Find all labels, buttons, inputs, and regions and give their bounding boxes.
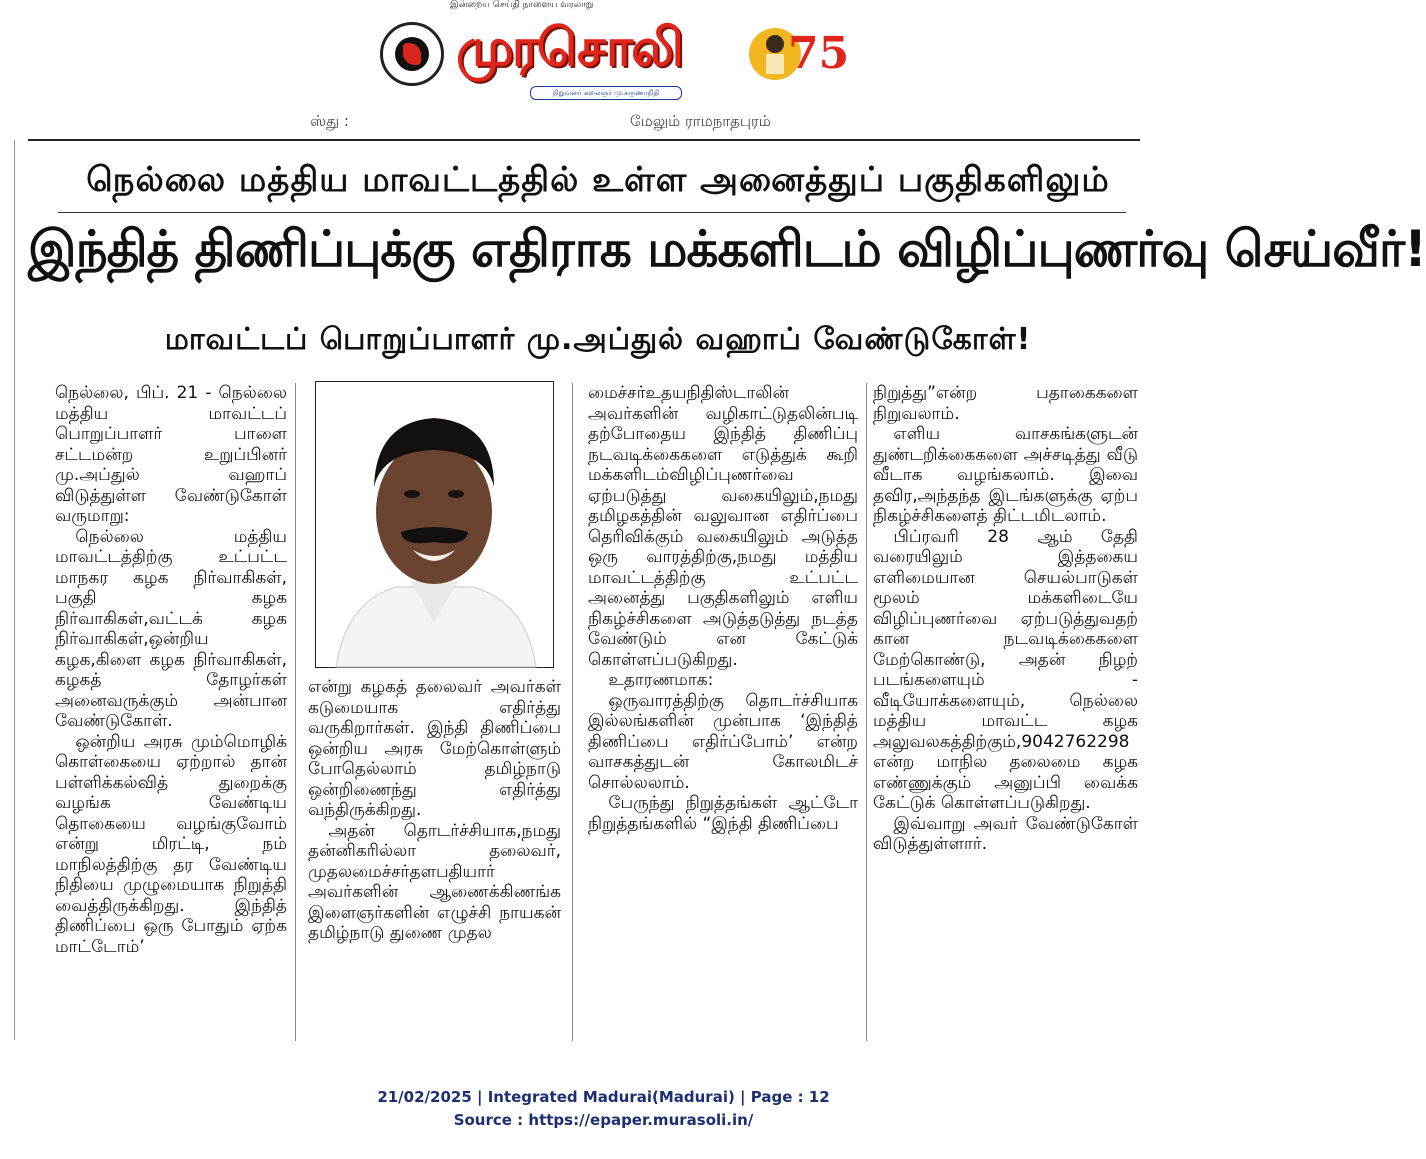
paragraph: நெல்லை மத்திய மாவட்டத்திற்கு உட்பட்ட மாநகர கழக நிர்வாகிகள், பகுதி கழக நிர்வாகிகள்,வட்டக் கழக நிர்வாகிகள்,ஒன்றிய கழக,கிளை கழக நிர்வாகிகள், கழகத் தோழர்கள் அனைவருக்கும் அன்பான வேண்டுகோள்.	[55, 526, 287, 731]
paragraph: பேருந்து நிறுத்தங்கள் ஆட்டோ நிறுத்தங்களில் “இந்தி திணிப்பை	[588, 793, 858, 834]
paragraph: நெல்லை, பிப். 21 - நெல்லை மத்திய மாவட்டப் பொறுப்பாளர் பாளை சட்டமன்ற உறுப்பினர் மு.அப்துல் வஹாப் விடுத்துள்ள வேண்டுகோள் வருமாறு:	[55, 383, 287, 526]
masthead	[380, 0, 850, 104]
masthead-tagline: இன்றைய செய்தி நாளைய வரலாறு	[450, 0, 594, 10]
column-divider	[866, 383, 867, 1041]
edition-info: 21/02/2025 | Integrated Madurai(Madurai) | Page : 12	[377, 1088, 830, 1106]
anniversary-number: 75	[788, 28, 850, 79]
paragraph: நிறுத்து”என்ற பதாகைகளை நிறுவலாம்.	[873, 383, 1138, 424]
portrait-image	[316, 382, 553, 667]
sub-headline: மாவட்டப் பொறுப்பாளர் மு.அப்துல் வஹாப் வேண்டுகோள்!	[164, 322, 1032, 357]
paragraph: இவ்வாறு அவர் வேண்டுகோள் விடுத்துள்ளார்.	[873, 813, 1138, 854]
paragraph: எளிய வாசகங்களுடன் துண்டறிக்கைகளை அச்சடித்து வீடு வீடாக வழங்கலாம். இவை தவிர,அந்தந்த இடங்களுக்கு ஏற்ப நிகழ்ச்சிகளைத் திட்டமிடலாம்.	[873, 424, 1138, 526]
leader-photo	[315, 381, 554, 668]
column-divider	[572, 383, 573, 1041]
paragraph: ஒருவாரத்திற்கு தொடர்ச்சியாக இல்லங்களின் முன்பாக ‘இந்தித் திணிப்பை எதிர்ப்போம்’ என்ற வாசகத்துடன் கோலமிடச் சொல்லலாம்.	[588, 690, 858, 793]
previous-article-strip	[30, 112, 1140, 134]
strip-text: மேலும் ராமநாதபுரம்	[630, 112, 771, 130]
paragraph: உதாரணமாக:	[608, 670, 714, 690]
paragraph: பிப்ரவரி 28 ஆம் தேதி வரையிலும் இத்தகைய எளிமையான செயல்பாடுகள் மூலம் மக்களிடையே விழிப்புணர்வை ஏற்படுத்துவதற் கான நடவடிக்கைகளை மேற்கொண்டு, அதன் நிழற் படங்களையும் - வீடியோக்களையும், நெல்லை மத்திய மாவட்ட கழக அலுவலகத்திற்கும்,9042762298 என்ற மாநில தலைமை கழக எண்ணுக்கும் அனுப்பி வைக்க கேட்டுக் கொள்ளப்படுகிறது.	[873, 526, 1138, 813]
source-link[interactable]: Source : https://epaper.murasoli.in/	[453, 1111, 754, 1129]
newspaper-logo: முரசொலி	[456, 18, 682, 78]
main-headline: இந்தித் திணிப்புக்கு எதிராக மக்களிடம் விழிப்புணர்வு செய்வீர்!	[28, 220, 1426, 278]
paragraph: என்று கழகத் தலைவர் அவர்கள் கடுமையாக எதிர்த்து வருகிறார்கள். இந்தி திணிப்பை ஒன்றிய அரசு மேற்கொள்ளும் போதெல்லாம் தமிழ்நாடு ஒன்றிணைந்து எதிர்த்து வந்திருக்கிறது.	[308, 677, 561, 820]
article-column-2	[308, 677, 561, 944]
article-column-1	[55, 383, 287, 957]
top-rule	[28, 139, 1140, 141]
paragraph: மைச்சர்உதயநிதிஸ்டாலின் அவர்களின் வழிகாட்டுதலின்படி தற்போதைய இந்தித் திணிப்பு நடவடிக்கைகளை எடுத்துக் கூறி மக்களிடம்விழிப்புணர்வை ஏற்படுத்து வகையிலும்,நமது தமிழகத்தின் வலுவான எதிர்ப்பை தெரிவிக்கும் வகையிலும் அடுத்த ஒரு வாரத்திற்கு,நமது மத்திய மாவட்டத்திற்கு உட்பட்ட அனைத்து பகுதிகளிலும் எளிய நிகழ்ச்சிகளை அடுத்தடுத்து நடத்த வேண்டும் என கேட்டுக் கொள்ளப்படுகிறது.	[588, 383, 858, 670]
paragraph: ஒன்றிய அரசு மும்மொழிக் கொள்கையை ஏற்றால் தான் பள்ளிக்கல்வித் துறைக்கு வழங்க வேண்டிய தொகையை வழங்குவோம் என்று மிரட்டி, நம் மாநிலத்திற்கு தர வேண்டிய நிதியை முழுமையாக நிறுத்தி வைத்திருக்கிறது. இந்தித் திணிப்பை ஒரு போதும் ஏற்க மாட்டோம்’	[55, 731, 287, 957]
strip-text: ஸ்து :	[310, 112, 349, 130]
article-column-4	[873, 383, 1138, 855]
kicker-headline: நெல்லை மத்திய மாவட்டத்தில் உள்ள அனைத்துப் பகுதிகளிலும்	[86, 160, 1110, 200]
column-divider	[295, 383, 296, 1041]
left-edge-rule	[14, 140, 15, 1040]
article-column-3	[588, 383, 858, 834]
paragraph: அதன் தொடர்ச்சியாக,நமது தன்னிகரில்லா தலைவர், முதலமைச்சர்தளபதியார் அவர்களின் ஆணைக்கிணங்க இளைஞர்களின் எழுச்சி நாயகன் தமிழ்நாடு துணை முதல	[308, 820, 561, 943]
anniversary-emblem-icon	[740, 6, 850, 96]
headline-rule	[58, 212, 1126, 213]
party-seal-icon	[380, 22, 444, 86]
founder-line: நிறுவனர் கலைஞர் மு.கருணாநிதி	[530, 86, 682, 100]
